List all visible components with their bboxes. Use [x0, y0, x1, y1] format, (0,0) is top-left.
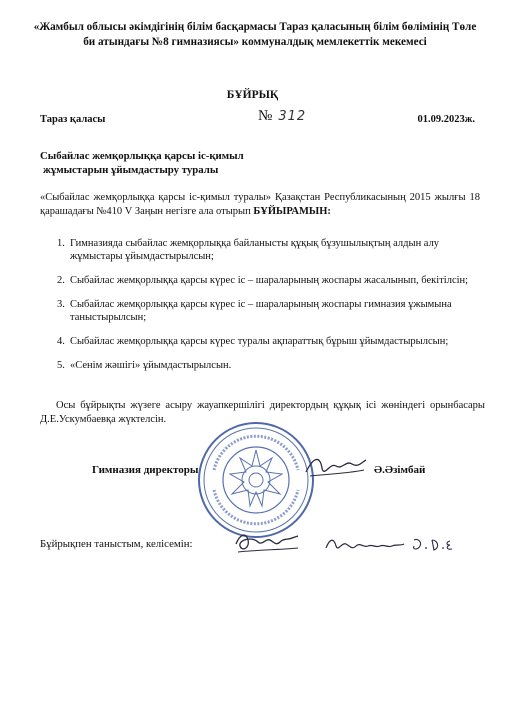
preamble-text: «Сыбайлас жемқорлыққа қарсы іс-қимыл туралы» Қазақстан Республикасының 2015 жылғы 18 қарашадағы №410 V Заңын негізге ала отырып [40, 192, 480, 217]
order-word: БҰЙЫРАМЫН: [253, 206, 331, 217]
number-sign: № [258, 108, 273, 124]
list-item: 1. Гимназияда сыбайлас жемқорлыққа байланысты құқық бұзушылықтың алдын алу жұмыстары ұйымдастырылсын; [57, 238, 440, 262]
preamble [40, 191, 480, 219]
city-name: Тараз қаласы [40, 114, 106, 125]
subject-line-1: Сыбайлас жемқорлыққа қарсы іс-қимыл [40, 150, 244, 162]
list-item: 2. Сыбайлас жемқорлыққа қарсы күрес іс – шараларының жоспары жасалынып, бекітілсін; [57, 275, 469, 286]
document-type: БҰЙРЫҚ [226, 89, 279, 101]
order-number [258, 108, 306, 125]
official-seal-icon [196, 420, 316, 540]
list-item: 5. «Сенім жәшігі» ұйымдастырылсын. [57, 360, 232, 371]
order-items [40, 237, 485, 383]
signature-icon [232, 526, 302, 558]
number-value: 312 [278, 109, 307, 124]
signature-icon [322, 532, 462, 558]
subject-line-2: жұмыстарын ұйымдастыру туралы [43, 163, 219, 176]
acquaintance-label: Бұйрықпен таныстым, келісемін: [40, 538, 193, 550]
director-signature-icon [300, 452, 370, 482]
director-title: Гимназия директоры [92, 464, 199, 476]
director-name: Ә.Әзімбай [374, 464, 426, 476]
list-item: 4. Сыбайлас жемқорлыққа қарсы күрес туралы ақпараттық бұрыш ұйымдастырылсын; [57, 336, 449, 347]
organization-name: «Жамбыл облысы әкімдігінің білім басқармасы Тараз қаласының білім бөлімінің Төле би атындағы №8 гимназиясы» коммуналдық мемлекеттік мекемесі [33, 21, 477, 48]
execution-clause: Осы бұйрықты жүзеге асыру жауапкершілігі директордың құқық ісі жөніндегі орынбасары Д.Е.Ускумбаевқа жүктелсін. [40, 400, 485, 425]
list-item: 3. Сыбайлас жемқорлыққа қарсы күрес іс – шараларының жоспары гимназия ұжымына таныстырылсын; [57, 299, 452, 323]
order-subject [40, 150, 290, 177]
order-date: 01.09.2023ж. [417, 114, 475, 125]
